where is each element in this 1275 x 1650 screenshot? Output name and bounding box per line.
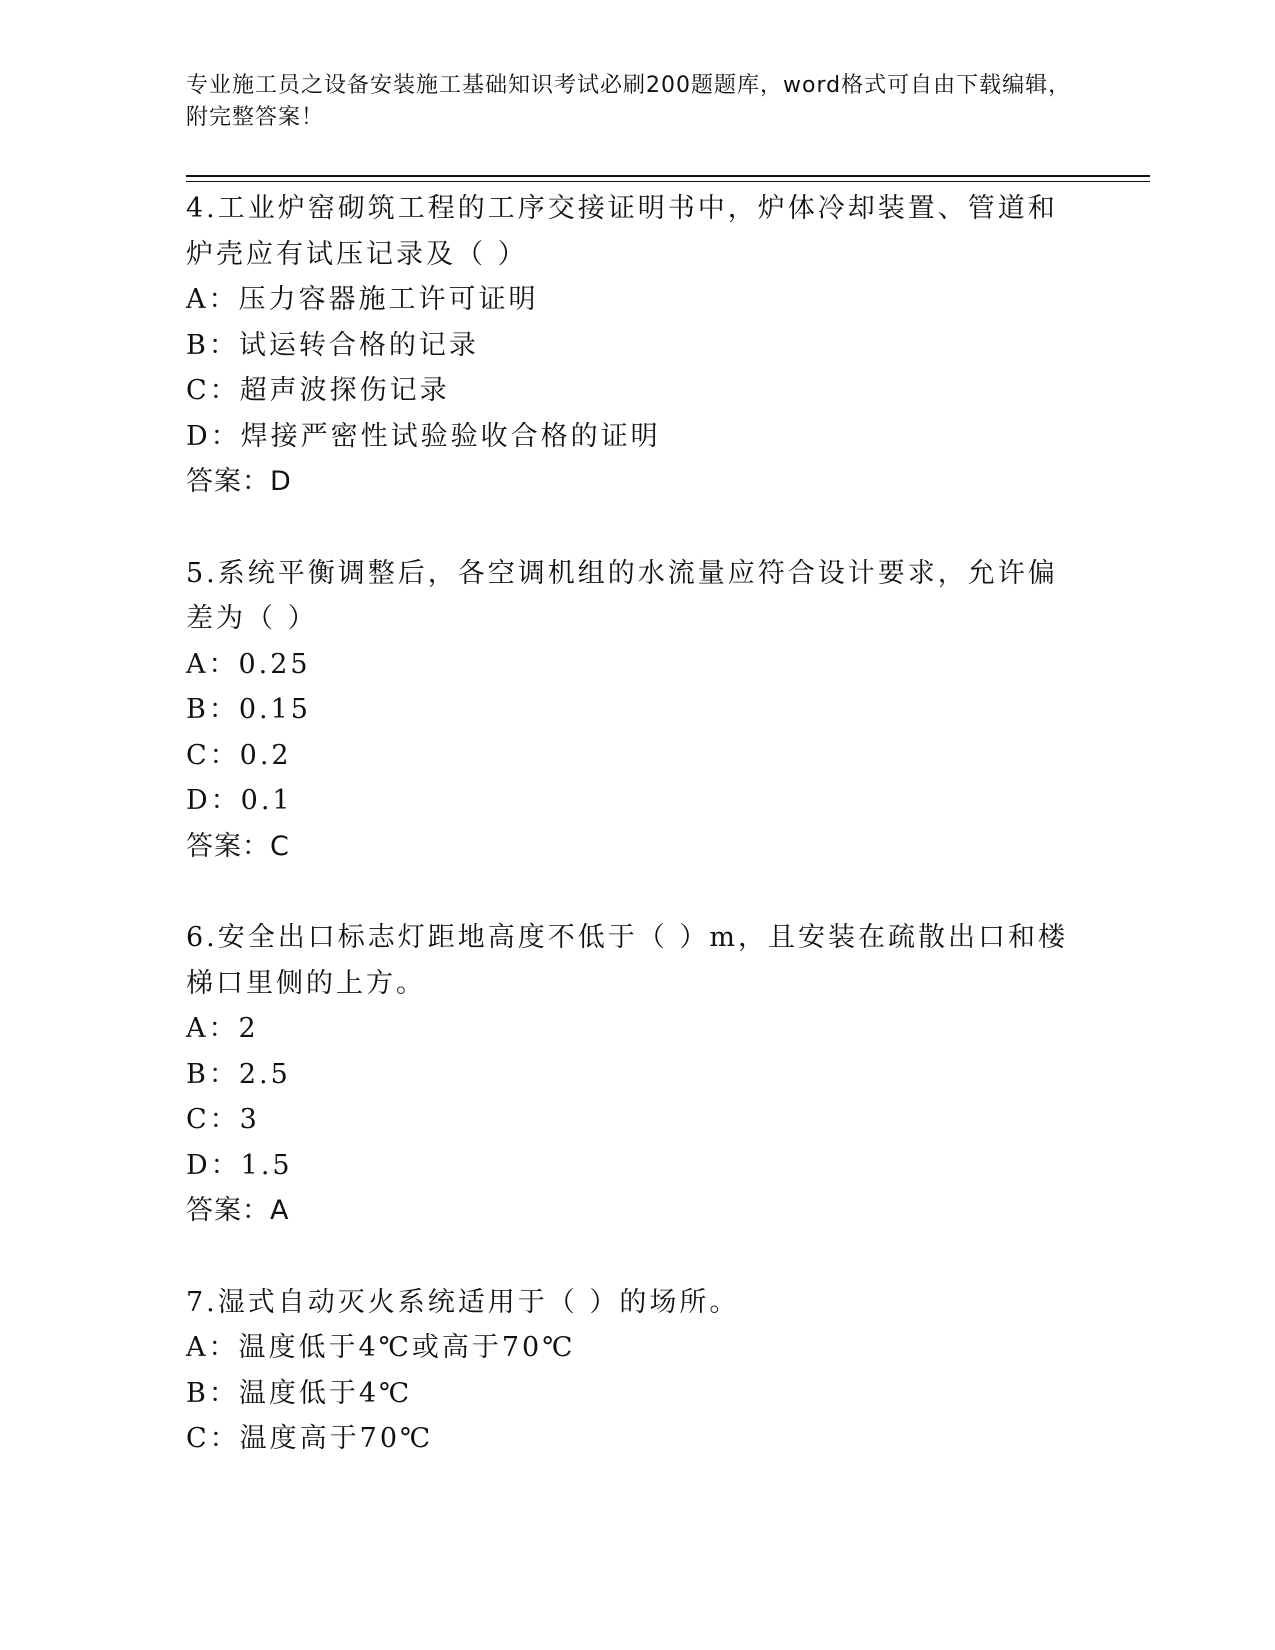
answer-line: 答案：D [186, 466, 292, 497]
header-divider-thin [186, 181, 1150, 182]
option-c: C：0.2 [186, 739, 292, 771]
question-4 [186, 186, 1086, 505]
option-a: A：温度低于4℃或高于70℃ [186, 1332, 576, 1363]
option-c: C：温度高于70℃ [186, 1423, 434, 1454]
question-text: 6.安全出口标志灯距地高度不低于（ ）m，且安装在疏散出口和楼梯口里侧的上方。 [186, 922, 1068, 999]
option-b: B：0.15 [186, 694, 311, 725]
option-c: C：超声波探伤记录 [186, 375, 450, 406]
question-7 [186, 1280, 1086, 1462]
answer-line: 答案：A [186, 1195, 290, 1226]
option-a: A：2 [186, 1013, 259, 1044]
option-d: D：焊接严密性试验验收合格的证明 [186, 420, 661, 452]
option-d: D：1.5 [186, 1149, 293, 1181]
question-6 [186, 915, 1086, 1234]
option-d: D：0.1 [186, 785, 293, 816]
option-c: C：3 [186, 1104, 260, 1135]
question-5 [186, 551, 1086, 870]
header-divider-thick [186, 175, 1150, 177]
question-text: 7.湿式自动灭火系统适用于（ ）的场所。 [186, 1286, 740, 1318]
option-a: A：0.25 [186, 648, 311, 680]
option-b: B：试运转合格的记录 [186, 329, 479, 361]
document-header: 专业施工员之设备安装施工基础知识考试必刷200题题库，word格式可自由下载编辑，附完整答案！ [186, 73, 1072, 130]
question-list [186, 186, 1086, 1508]
question-text: 5.系统平衡调整后，各空调机组的水流量应符合设计要求，允许偏差为（ ） [186, 557, 1058, 634]
answer-line: 答案：C [186, 830, 290, 862]
option-a: A：压力容器施工许可证明 [186, 284, 539, 315]
option-b: B：2.5 [186, 1058, 291, 1090]
option-b: B：温度低于4℃ [186, 1377, 413, 1409]
question-text: 4.工业炉窑砌筑工程的工序交接证明书中，炉体冷却装置、管道和炉壳应有试压记录及（ ） [186, 193, 1058, 270]
